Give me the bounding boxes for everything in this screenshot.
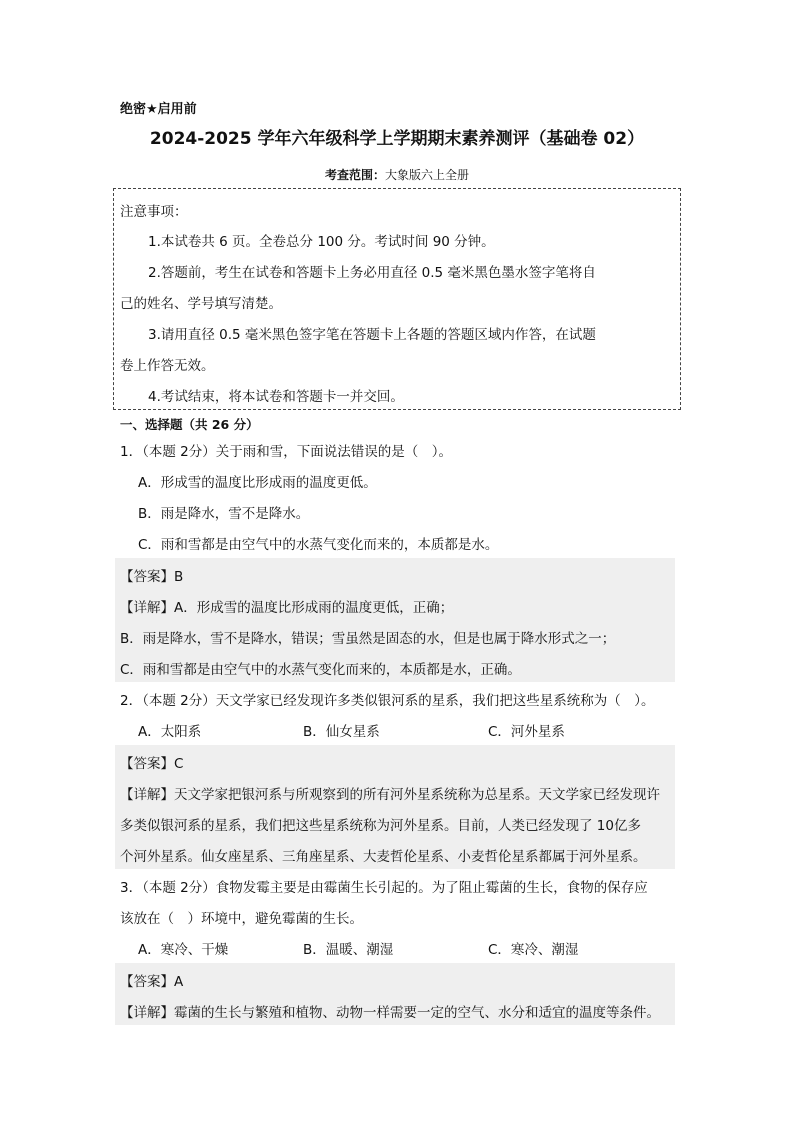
notice-line: 4.考试结束，将本试卷和答题卡一并交回。 [148,389,404,405]
detail-line: 【详解】天文学家把银河系与所观察到的所有河外星系统称为总星系。天文学家已经发现许 [120,787,660,803]
notice-line: 2.答题前，考生在试卷和答题卡上务必用直径 0.5 毫米黑色墨水签字笔将自 [148,265,596,281]
detail-line: 多类似银河系的星系，我们把这些星系统称为河外星系。目前，人类已经发现了 10亿多 [120,818,641,834]
notice-line: 1.本试卷共 6 页。全卷总分 100 分。考试时间 90 分钟。 [148,234,495,250]
detail-line: 【详解】霉菌的生长与繁殖和植物、动物一样需要一定的空气、水分和适宜的温度等条件。 [120,1005,660,1021]
notice-line: 卷上作答无效。 [120,358,215,374]
option-b: B．仙女星系 [303,724,380,740]
detail-line: C．雨和雪都是由空气中的水蒸气变化而来的，本质都是水，正确。 [120,662,521,678]
option-a: A．形成雪的温度比形成雨的温度更低。 [138,475,377,491]
option-c: C．雨和雪都是由空气中的水蒸气变化而来的，本质都是水。 [138,537,499,553]
confidential-label: 绝密★启用前 [120,102,197,117]
question-stem: 该放在（ ）环境中，避免霉菌的生长。 [120,911,363,927]
option-a: A．太阳系 [138,724,202,740]
notice-line: 己的姓名、学号填写清楚。 [120,296,282,312]
answer-label: 【答案】C [120,756,184,772]
detail-line: 个河外星系。仙女座星系、三角座星系、大麦哲伦星系、小麦哲伦星系都属于河外星系。 [120,849,647,865]
exam-title: 2024-2025 学年六年级科学上学期期末素养测评（基础卷 02） [149,129,645,149]
scope-value: 大象版六上全册 [385,168,470,182]
notice-heading: 注意事项： [120,204,188,220]
section-heading: 一、选择题（共 26 分） [120,417,259,432]
question-stem: 1．（本题 2分）关于雨和雪，下面说法错误的是（ ）。 [120,444,452,460]
option-b: B．温暖、潮湿 [303,942,394,958]
notice-line: 3.请用直径 0.5 毫米黑色签字笔在答题卡上各题的答题区域内作答，在试题 [148,327,596,343]
detail-line: B．雨是降水，雪不是降水，错误；雪虽然是固态的水，但是也属于降水形式之一； [120,631,616,647]
exam-scope [0,166,794,183]
option-c: C．河外星系 [488,724,565,740]
detail-line: 【详解】A．形成雪的温度比形成雨的温度更低，正确； [120,600,454,616]
question-stem: 3．（本题 2分）食物发霉主要是由霉菌生长引起的。为了阻止霉菌的生长，食物的保存应 [120,880,648,896]
option-c: C．寒冷、潮湿 [488,942,579,958]
scope-label: 考查范围： [324,168,385,182]
option-b: B．雨是降水，雪不是降水。 [138,506,310,522]
question-stem: 2．（本题 2分）天文学家已经发现许多类似银河系的星系，我们把这些星系统称为（ ）。 [120,693,655,709]
answer-label: 【答案】B [120,569,184,585]
answer-label: 【答案】A [120,974,184,990]
option-a: A．寒冷、干燥 [138,942,229,958]
